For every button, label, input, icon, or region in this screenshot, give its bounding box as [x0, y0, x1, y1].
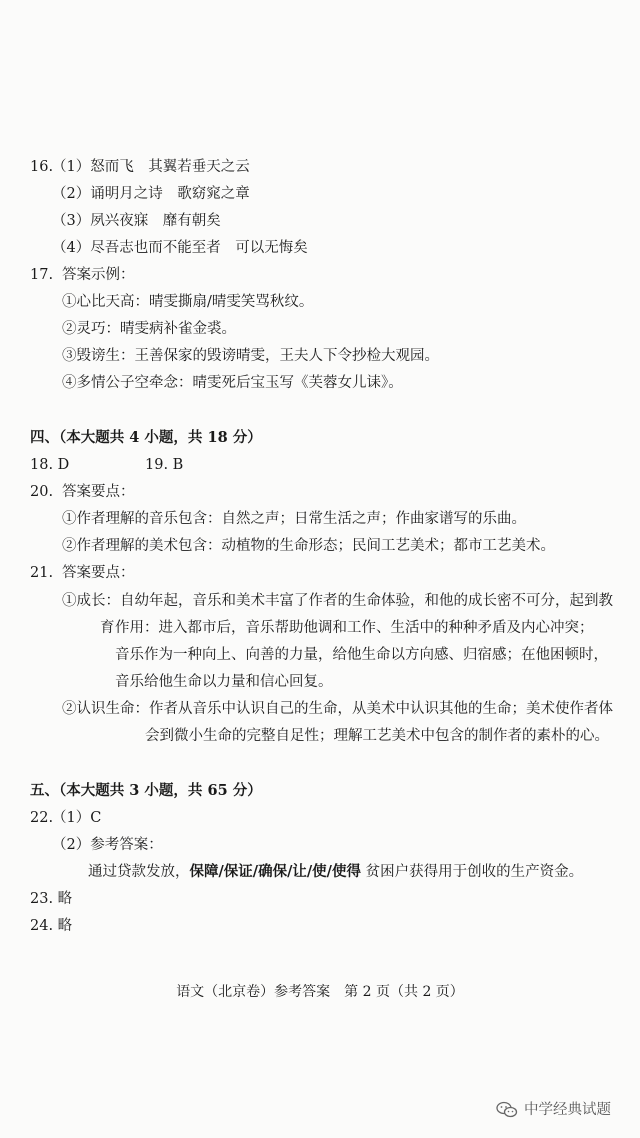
q17-head: 答案示例： [62, 267, 135, 283]
q21-p2-line-2: 会到微小生命的完整自足性；理解工艺美术中包含的制作者的素朴的心。 [145, 728, 609, 744]
q21-head: 答案要点： [62, 565, 135, 581]
q16-item-1: （1）怒而飞 其翼若垂天之云 [52, 159, 250, 175]
q22-answer-2-head: （2）参考答案： [52, 837, 163, 853]
q17-item-4: ④多情公子空牵念：晴雯死后宝玉写《芙蓉女儿诔》。 [62, 375, 403, 391]
q21-p1-line-1: ①成长：自幼年起，音乐和美术丰富了作者的生命体验，和他的成长密不可分，起到教 [62, 593, 613, 609]
q22-answer-1: （1）C [52, 810, 102, 826]
q16-item-4: （4）尽吾志也而不能至者 可以无悔矣 [52, 240, 308, 256]
q17-item-2: ②灵巧：晴雯病补雀金裘。 [62, 321, 236, 337]
q21-p1-line-4: 音乐给他生命以力量和信心回复。 [115, 674, 333, 690]
wechat-icon [496, 1101, 518, 1119]
q17-item-3: ③毁谤生：王善保家的毁谤晴雯，王夫人下令抄检大观园。 [62, 348, 439, 364]
q16-item-3: （3）夙兴夜寐 靡有朝矣 [52, 213, 221, 229]
q20-head: 答案要点： [62, 484, 135, 500]
q22-answer-2-pre: 通过贷款发放， [88, 864, 190, 880]
q16-number: 16. [30, 159, 54, 175]
q24-answer: 24. 略 [30, 918, 73, 934]
q23-answer: 23. 略 [30, 891, 73, 907]
q21-p1-line-2-prefix: 育 [100, 620, 115, 636]
q22-answer-2-post: 贫困户获得用于创收的生产资金。 [360, 864, 584, 880]
section-4-title: 四、（本大题共 4 小题，共 18 分） [30, 429, 262, 446]
watermark [496, 1098, 611, 1119]
q21-number: 21. [30, 565, 54, 581]
q22-answer-2-text [88, 862, 583, 882]
q22-answer-2-keywords: 保障/保证/确保/让/使/使得 [189, 863, 361, 880]
section-5-title: 五、（本大题共 3 小题，共 65 分） [30, 782, 262, 799]
q17-number: 17. [30, 267, 54, 283]
q20-item-2: ②作者理解的美术包含：动植物的生命形态；民间工艺美术；都市工艺美术。 [62, 538, 555, 554]
watermark-text: 中学经典试题 [524, 1102, 611, 1118]
page-footer: 语文（北京卷）参考答案 第 2 页（共 2 页） [176, 984, 464, 1000]
q21-p1-line-2: 作用：进入都市后，音乐帮助他调和工作、生活中的种种矛盾及内心冲突； [115, 620, 594, 636]
q20-item-1: ①作者理解的音乐包含：自然之声；日常生活之声；作曲家谱写的乐曲。 [62, 511, 526, 527]
q17-item-1: ①心比天高：晴雯撕扇/晴雯笑骂秋纹。 [62, 294, 314, 310]
q20-number: 20. [30, 484, 54, 500]
q18-answer: 18. D [30, 457, 70, 473]
q16-item-2: （2）诵明月之诗 歌窈窕之章 [52, 186, 250, 202]
q19-answer: 19. B [145, 457, 184, 473]
q22-number: 22. [30, 810, 54, 826]
q21-p1-line-3: 音乐作为一种向上、向善的力量，给他生命以方向感、归宿感；在他困顿时， [115, 647, 608, 663]
q21-p2-line-1: ②认识生命：作者从音乐中认识自己的生命，从美术中认识其他的生命；美术使作者体 [62, 701, 613, 717]
